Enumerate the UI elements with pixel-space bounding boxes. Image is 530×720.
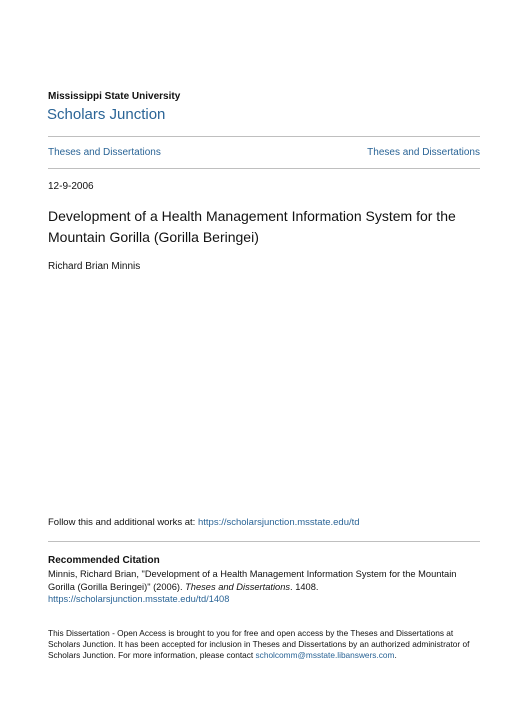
citation-text: Minnis, Richard Brian, "Development of a Health Management Information System for the Mountain Gorilla (Gorilla Beringei)" (2006). [48, 569, 457, 592]
collection-divider [48, 168, 480, 169]
access-statement-text: This Dissertation - Open Access is brought to you for free and open access by the Theses and Dissertations at Scholars Junction. It has been accepted for inclusion in Theses and Dissertations by an authorized administrator of Scholars Junction. For more information, please contact [48, 628, 470, 660]
citation-url-link[interactable]: https://scholarsjunction.msstate.edu/td/1408 [48, 594, 230, 604]
access-statement [48, 628, 480, 661]
citation-heading: Recommended Citation [48, 555, 160, 566]
follow-text: Follow this and additional works at: [48, 517, 198, 528]
citation-body [48, 568, 478, 606]
institution-name: Mississippi State University [48, 91, 181, 102]
citation-number: . 1408. [290, 581, 319, 592]
document-title: Development of a Health Management Information System for the Mountain Gorilla (Gorilla Beringei) [48, 208, 456, 245]
follow-url-link[interactable]: https://scholarsjunction.msstate.edu/td [197, 517, 360, 528]
publication-date: 12-9-2006 [48, 181, 94, 192]
repository-link[interactable]: Scholars Junction [47, 106, 166, 123]
author-name: Richard Brian Minnis [48, 261, 141, 272]
collection-link-right[interactable]: Theses and Dissertations [367, 147, 480, 158]
access-statement-end: . [394, 650, 397, 660]
contact-email-link[interactable]: scholcomm@msstate.libanswers.com [255, 650, 395, 660]
citation-divider [48, 541, 480, 542]
collection-link-left[interactable]: Theses and Dissertations [48, 147, 161, 158]
citation-series: Theses and Dissertations [185, 581, 291, 592]
header-divider [48, 136, 480, 137]
follow-line [48, 517, 360, 528]
